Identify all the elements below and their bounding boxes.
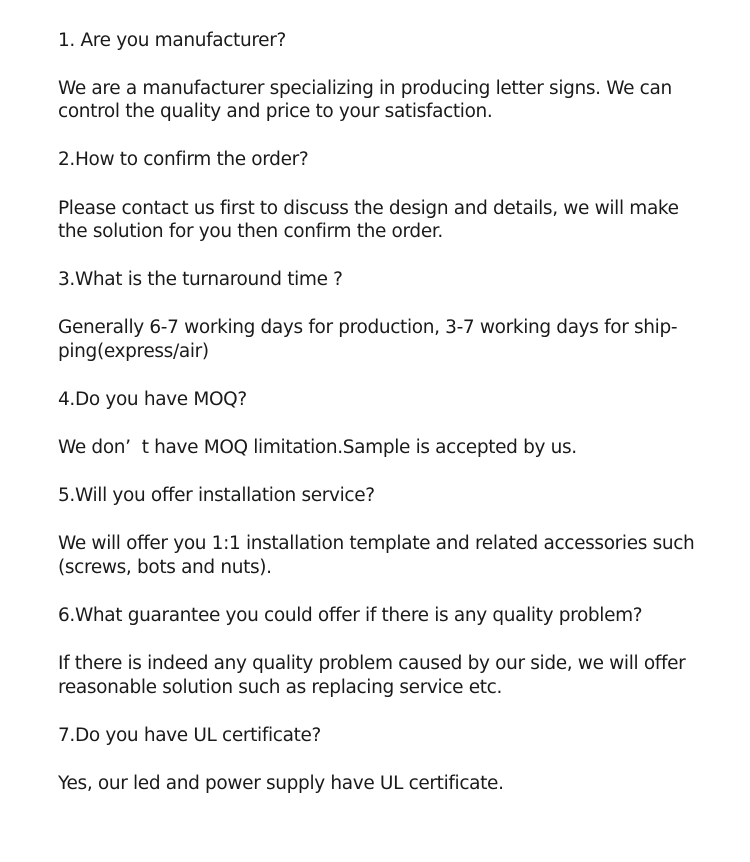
- faq-question-4: 4.Do you have MOQ?: [58, 389, 247, 410]
- faq-answer-6-line-1: If there is indeed any quality problem caused by our side, we will offer: [58, 653, 686, 674]
- faq-answer-5-line-1: We will offer you 1:1 installation template and related accessories such: [58, 533, 695, 554]
- faq-answer-1-line-2: control the quality and price to your satisfaction.: [58, 101, 493, 122]
- faq-question-5: 5.Will you offer installation service?: [58, 485, 375, 506]
- faq-answer-7-line-1: Yes, our led and power supply have UL certificate.: [58, 773, 504, 794]
- faq-question-3: 3.What is the turnaround time ?: [58, 269, 343, 290]
- faq-answer-2-line-2: the solution for you then confirm the order.: [58, 221, 443, 242]
- faq-answer-4-line-1: We don’ t have MOQ limitation.Sample is accepted by us.: [58, 437, 577, 458]
- faq-answer-2-line-1: Please contact us first to discuss the design and details, we will make: [58, 198, 679, 219]
- faq-answer-6-line-2: reasonable solution such as replacing service etc.: [58, 677, 503, 698]
- faq-answer-3-line-2: ping(express/air): [58, 341, 209, 362]
- faq-question-6: 6.What guarantee you could offer if there is any quality problem?: [58, 605, 643, 626]
- faq-question-7: 7.Do you have UL certificate?: [58, 725, 321, 746]
- faq-answer-5-line-2: (screws, bots and nuts).: [58, 557, 272, 578]
- faq-answer-3-line-1: Generally 6-7 working days for production, 3-7 working days for ship-: [58, 317, 678, 338]
- faq-answer-1-line-1: We are a manufacturer specializing in producing letter signs. We can: [58, 78, 672, 99]
- faq-question-1: 1. Are you manufacturer?: [58, 30, 286, 51]
- faq-question-2: 2.How to confirm the order?: [58, 149, 309, 170]
